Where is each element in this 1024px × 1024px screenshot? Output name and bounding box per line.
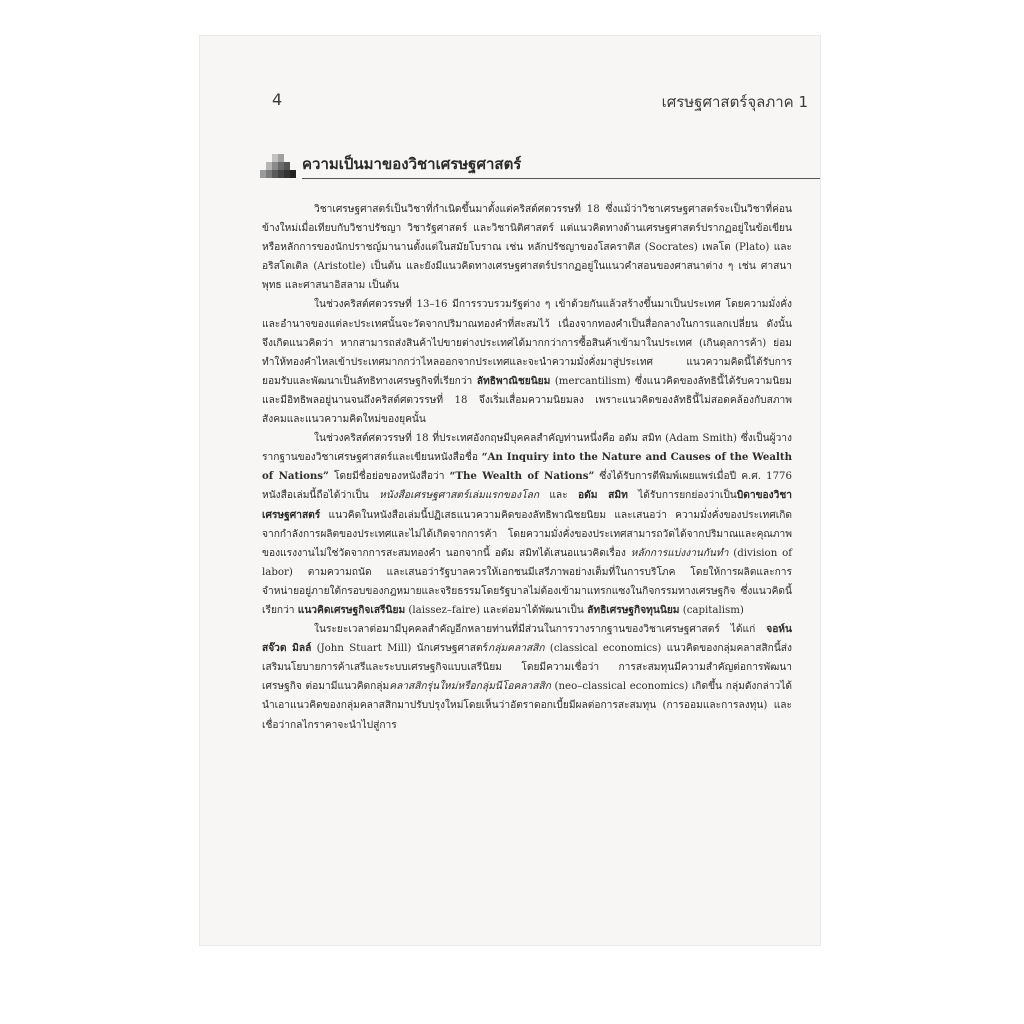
book-short-title: “The Wealth of Nations” [449, 470, 595, 483]
paragraph-4 [262, 620, 792, 735]
paragraph-2 [262, 295, 792, 429]
name-adam-smith: อดัม สมิท [578, 489, 628, 502]
paragraph-4-text: ในระยะเวลาต่อมามีบุคคลสำคัญอีกหลายท่านที่มีส่วนในการวางรากฐานของวิชาเศรษฐศาสตร์ ได้แก่ [314, 624, 767, 636]
paragraph-4-text: (neo–classical economics) เกิดขึ้น กลุ่มดังกล่าวได้นำเอาแนวคิดของกลุ่มคลาสสิกมาปรับปรุงใหม่โดยเห็นว่าอัตราดอกเบี้ยมีผลต่อการสะสมทุน (การออมและการลงทุน) และเชื่อว่ากลไกราคาจะนำไปสู่การ [262, 681, 792, 731]
paragraph-3-text: ซึ่งได้รับการตีพิมพ์เผยแพร่เมื่อปี ค.ศ. 1776 หนังสือเล่มนี้ถือได้ว่าเป็น [262, 471, 793, 502]
term-neo-classical: คลาสสิกรุ่นใหม่หรือกลุ่มนีโอคลาสสิก [389, 681, 551, 693]
running-header: เศรษฐศาสตร์จุลภาค 1 [661, 93, 808, 111]
paragraph-2-text: (mercantilism) ซึ่งแนวคิดของลัทธินี้ได้รับความนิยมและมีอิทธิพลอยู่นานจนถึงคริสต์ศตวรรษที่ 18 จึงเริ่มเสื่อมความนิยมลง เพราะแนวคิดของลัทธินี้ไม่สอดคล้องกับสภาพสังคมและแนวความคิดใหม่ของยุคนั้น [262, 375, 792, 426]
paragraph-2-text: ในช่วงคริสต์ศตวรรษที่ 13–16 มีการรวบรวมรัฐต่าง ๆ เข้าด้วยกันแล้วสร้างขึ้นมาเป็นประเทศ โดยความมั่งคั่งและอำนาจของแต่ละประเทศนั้นจะวัดจากปริมาณทองคำที่สะสมไว้ เนื่องจากทองคำเป็นสื่อกลางในการแลกเปลี่ยน ดังนั้นจึงเกิดแนวคิดว่า หากสามารถส่งสินค้าไปขายต่างประเทศได้มากกว่าการซื้อสินค้าเข้ามาในประเทศ (เกินดุลการค้า) ย่อมทำให้ทองคำไหลเข้าประเทศมากกว่าไหลออกจากประเทศและจะนำความมั่งคั่งมาสู่ประเทศ แนวความคิดนี้ได้รับการยอมรับและพัฒนาเป็นลัทธิทางเศรษฐกิจที่เรียกว่า [262, 299, 792, 387]
term-laissez-faire: แนวคิดเศรษฐกิจเสรีนิยม [297, 603, 406, 616]
term-first-economics-book: หนังสือเศรษฐศาสตร์เล่มแรกของโลก [379, 490, 539, 502]
page-number: 4 [272, 90, 283, 109]
heading-divider [302, 178, 820, 179]
paragraph-1: วิชาเศรษฐศาสตร์เป็นวิชาที่กำเนิดขึ้นมาตั้งแต่คริสต์ศตวรรษที่ 18 ซึ่งแม้ว่าวิชาเศรษฐศาสตร์จะเป็นวิชาที่ค่อนข้างใหม่เมื่อเทียบกับวิชาปรัชญา วิชารัฐศาสตร์ และวิชานิติศาสตร์ แต่แนวคิดทางด้านเศรษฐศาสตร์ปรากฏอยู่ในข้อเขียนหรือหลักการของนักปราชญ์มานานตั้งแต่ในสมัยโบราณ เช่น หลักปรัชญาของโสคราติส (Socrates) เพลโต (Plato) และอริสโตเติล (Aristotle) เป็นต้น และยังมีแนวคิดทางเศรษฐศาสตร์ปรากฏอยู่ในแนวคำสอนของศาสนาต่าง ๆ เช่น ศาสนาพุทธ และศาสนาอิสลาม เป็นต้น [262, 204, 792, 292]
term-father-of-economics: บิดาของวิชาเศรษฐศาสตร์ [262, 489, 792, 521]
book-page [200, 36, 820, 945]
body-text [262, 200, 792, 735]
name-john-stuart-mill: จอห์น สจ๊วต มิลล์ [262, 623, 792, 655]
section-title: ความเป็นมาของวิชาเศรษฐศาสตร์ [302, 155, 522, 173]
paragraph-3-text: ได้รับการยกย่องว่าเป็น [627, 490, 737, 502]
book-title: “An Inquiry into the Nature and Causes of the Wealth of Nations” [262, 451, 792, 483]
paragraph-3-text: โดยมีชื่อย่อของหนังสือว่า [328, 471, 450, 483]
paragraph-3-text: (division of labor) ตามความถนัด และเสนอว่ารัฐบาลควรให้เอกชนมีเสรีภาพอย่างเต็มที่ในการบริโภค โดยให้การผลิตและการจำหน่ายอยู่ภายใต้กรอบของกฎหมายและจริยธรรมโดยรัฐบาลไม่ต้องเข้ามาแทรกแซงในกิจกรรมทางเศรษฐกิจ ซึ่งแนวคิดนี้เรียกว่า [262, 547, 792, 616]
section-heading [260, 146, 820, 182]
paragraph-3-text: ในช่วงคริสต์ศตวรรษที่ 18 ที่ประเทศอังกฤษมีบุคคลสำคัญท่านหนึ่งคือ อดัม สมิท (Adam Smith) ซึ่งเป็นผู้วางรากฐานของวิชาเศรษฐศาสตร์และเขียนหนังสือชื่อ [262, 433, 792, 464]
paragraph-3-text: (laissez–faire) และต่อมาได้พัฒนาเป็น [405, 604, 588, 616]
term-division-of-labor: หลักการแบ่งงานกันทำ [630, 547, 729, 559]
paragraph-4-text: (classical economics) แนวคิดของกลุ่มคลาสสิกนี้ส่งเสริมนโยบายการค้าเสรีและระบบเศรษฐกิจแบบเสรีนิยม โดยมีความเชื่อว่า การสะสมทุนมีความสำคัญต่อการพัฒนาเศรษฐกิจ ต่อมามีแนวคิดกลุ่ม [262, 643, 792, 693]
paragraph-3-text: แนวคิดในหนังสือเล่มนี้ปฏิเสธแนวความคิดของลัทธิพาณิชยนิยม และเสนอว่า ความมั่งคั่งของประเทศเกิดจากกำลังการผลิตของประเทศและไม่ได้เกิดจากการค้า โดยความมั่งคั่งของประเทศสามารถวัดได้จากปริมาณและคุณภาพของแรงงานไม่ใช่วัดจากการสะสมทองคำ นอกจากนี้ อดัม สมิทได้เสนอแนวคิดเรื่อง [262, 509, 792, 559]
term-mercantilism: ลัทธิพาณิชยนิยม [476, 374, 551, 387]
paragraph-4-text: (John Stuart Mill) นักเศรษฐศาสตร์ [311, 643, 489, 655]
stair-blocks-icon [260, 146, 296, 178]
term-capitalism: ลัทธิเศรษฐกิจทุนนิยม [587, 603, 680, 616]
term-classical: กลุ่มคลาสสิก [488, 643, 545, 655]
paragraph-3-text: (capitalism) [679, 604, 744, 616]
paragraph-3-text: และ [538, 490, 579, 502]
paragraph-3 [262, 429, 792, 620]
